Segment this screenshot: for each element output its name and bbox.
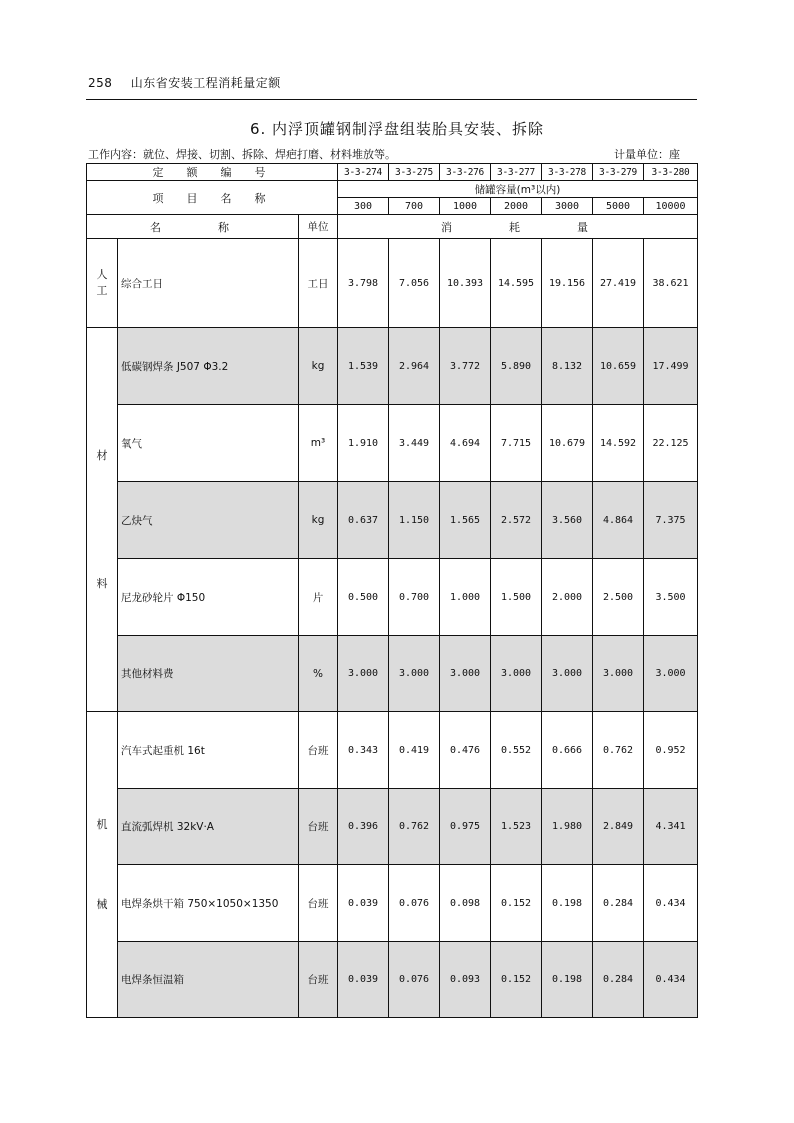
value-cell: 0.152 [491,942,542,1018]
item-name-label: 项 目 名 称 [87,181,338,215]
value-cell: 1.980 [542,789,593,865]
value-cell: 17.499 [644,328,698,405]
item-name: 直流弧焊机 32kV·A [118,789,299,865]
quota-code: 3-3-277 [491,164,542,181]
value-cell: 2.500 [593,559,644,636]
value-cell: 0.700 [389,559,440,636]
quota-code: 3-3-278 [542,164,593,181]
item-unit: kg [299,328,338,405]
value-cell: 22.125 [644,405,698,482]
value-cell: 8.132 [542,328,593,405]
value-cell: 0.552 [491,712,542,789]
value-cell: 0.076 [389,865,440,942]
value-cell: 0.098 [440,865,491,942]
book-title: 山东省安装工程消耗量定额 [130,76,281,90]
capacity-value: 300 [338,198,389,215]
value-cell: 1.539 [338,328,389,405]
quota-code: 3-3-279 [593,164,644,181]
value-cell: 7.056 [389,239,440,328]
value-cell: 3.449 [389,405,440,482]
value-cell: 0.093 [440,942,491,1018]
item-unit: kg [299,482,338,559]
item-name: 汽车式起重机 16t [118,712,299,789]
item-name: 其他材料费 [118,636,299,712]
item-name: 低碳钢焊条 J507 Φ3.2 [118,328,299,405]
value-cell: 3.798 [338,239,389,328]
capacity-value: 5000 [593,198,644,215]
item-unit: 台班 [299,865,338,942]
value-cell: 0.952 [644,712,698,789]
value-cell: 3.000 [338,636,389,712]
category-material: 材 料 [87,328,118,712]
value-cell: 0.637 [338,482,389,559]
value-cell: 1.150 [389,482,440,559]
capacity-value: 1000 [440,198,491,215]
value-cell: 4.694 [440,405,491,482]
value-cell: 4.864 [593,482,644,559]
measurement-unit: 计量单位：座 [614,148,680,161]
value-cell: 3.000 [542,636,593,712]
section-title: 6. 内浮顶罐钢制浮盘组装胎具安装、拆除 [249,120,545,138]
value-cell: 1.000 [440,559,491,636]
quota-code: 3-3-280 [644,164,698,181]
quota-code: 3-3-275 [389,164,440,181]
value-cell: 0.975 [440,789,491,865]
value-cell: 1.523 [491,789,542,865]
value-cell: 10.659 [593,328,644,405]
value-cell: 1.500 [491,559,542,636]
value-cell: 2.849 [593,789,644,865]
quota-table [86,163,698,1018]
value-cell: 38.621 [644,239,698,328]
table-row [87,482,698,559]
value-cell: 0.434 [644,942,698,1018]
value-cell: 0.434 [644,865,698,942]
value-cell: 3.500 [644,559,698,636]
value-cell: 0.419 [389,712,440,789]
capacity-label-row [87,181,698,198]
value-cell: 0.198 [542,865,593,942]
item-name: 综合工日 [118,239,299,328]
category-labor: 人 工 [87,239,118,328]
value-cell: 0.284 [593,865,644,942]
quota-code: 3-3-274 [338,164,389,181]
value-cell: 0.476 [440,712,491,789]
item-unit: 片 [299,559,338,636]
value-cell: 0.396 [338,789,389,865]
item-unit: 台班 [299,712,338,789]
value-cell: 0.284 [593,942,644,1018]
value-cell: 7.715 [491,405,542,482]
quota-code-row [87,164,698,181]
page-header [88,74,295,91]
capacity-value: 700 [389,198,440,215]
table-row [87,239,698,328]
item-name: 氧气 [118,405,299,482]
value-cell: 3.000 [440,636,491,712]
value-cell: 0.152 [491,865,542,942]
page-number: 258 [88,76,113,90]
value-cell: 3.560 [542,482,593,559]
table-row [87,636,698,712]
work-content-line [88,146,696,162]
value-cell: 2.572 [491,482,542,559]
item-name: 尼龙砂轮片 Φ150 [118,559,299,636]
value-cell: 3.000 [593,636,644,712]
table-row [87,405,698,482]
value-cell: 0.343 [338,712,389,789]
item-name: 乙炔气 [118,482,299,559]
table-row [87,559,698,636]
table-row [87,712,698,789]
item-unit: 台班 [299,789,338,865]
value-cell: 3.000 [491,636,542,712]
value-cell: 27.419 [593,239,644,328]
value-cell: 3.772 [440,328,491,405]
quota-code: 3-3-276 [440,164,491,181]
capacity-value: 10000 [644,198,698,215]
value-cell: 0.762 [593,712,644,789]
value-cell: 0.762 [389,789,440,865]
value-cell: 4.341 [644,789,698,865]
value-cell: 10.393 [440,239,491,328]
quota-label: 定 额 编 号 [87,164,338,181]
capacity-value: 2000 [491,198,542,215]
value-cell: 7.375 [644,482,698,559]
value-cell: 19.156 [542,239,593,328]
item-name: 电焊条烘干箱 750×1050×1350 [118,865,299,942]
value-cell: 1.565 [440,482,491,559]
table-row [87,942,698,1018]
item-unit: 台班 [299,942,338,1018]
column-unit-header: 单位 [299,215,338,239]
value-cell: 3.000 [389,636,440,712]
table-row [87,865,698,942]
item-unit: m³ [299,405,338,482]
column-name-header: 名 称 [87,215,299,239]
capacity-value: 3000 [542,198,593,215]
table-row [87,789,698,865]
value-cell: 0.039 [338,865,389,942]
work-content: 工作内容：就位、焊接、切割、拆除、焊疤打磨、材料堆放等。 [88,148,396,161]
value-cell: 1.910 [338,405,389,482]
value-cell: 0.500 [338,559,389,636]
item-unit: 工日 [299,239,338,328]
column-consumption-header: 消 耗 量 [338,215,698,239]
capacity-label: 储罐容量(m³以内) [338,181,698,198]
value-cell: 2.000 [542,559,593,636]
value-cell: 3.000 [644,636,698,712]
value-cell: 0.076 [389,942,440,1018]
value-cell: 10.679 [542,405,593,482]
value-cell: 0.198 [542,942,593,1018]
item-name: 电焊条恒温箱 [118,942,299,1018]
value-cell: 14.595 [491,239,542,328]
column-header-row [87,215,698,239]
value-cell: 0.666 [542,712,593,789]
table-row [87,328,698,405]
value-cell: 2.964 [389,328,440,405]
value-cell: 5.890 [491,328,542,405]
value-cell: 14.592 [593,405,644,482]
header-rule [86,99,697,100]
value-cell: 0.039 [338,942,389,1018]
category-machine: 机 械 [87,712,118,1018]
item-unit: % [299,636,338,712]
